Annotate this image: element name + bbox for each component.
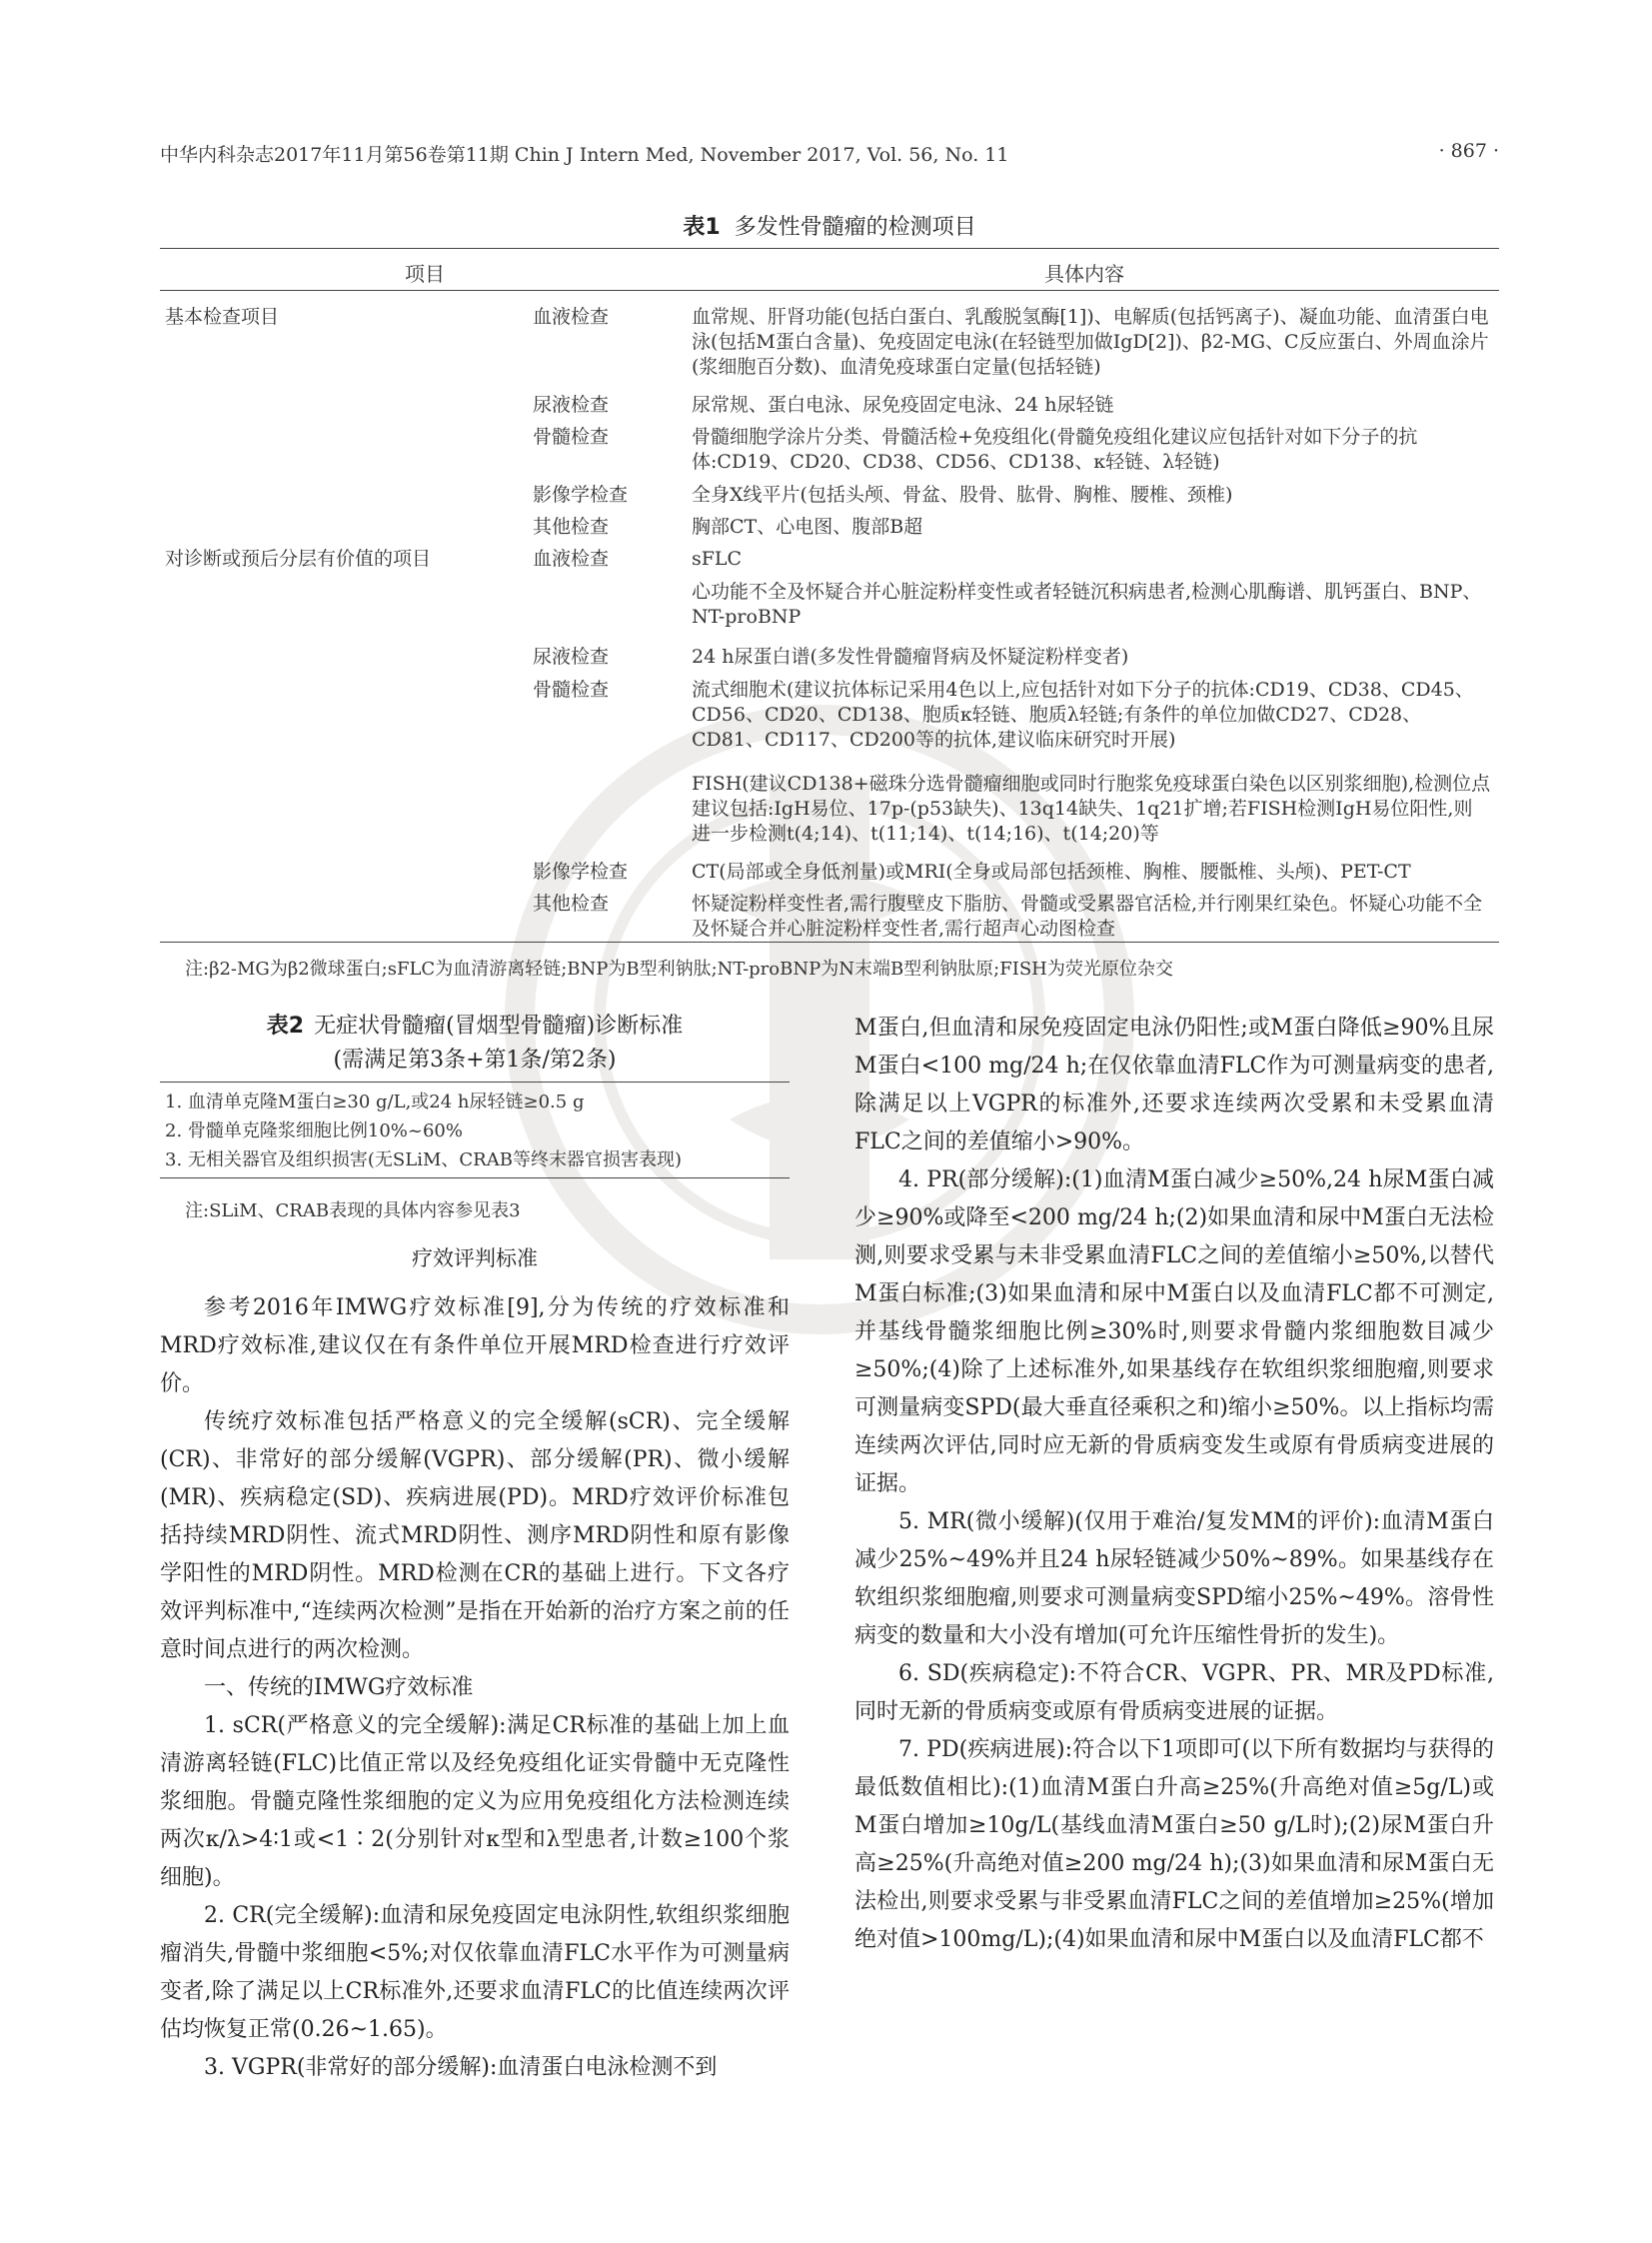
- body-paragraph: 3. VGPR(非常好的部分缓解):血清蛋白电泳检测不到: [204, 2055, 718, 2080]
- table1-content: 24 h尿蛋白谱(多发性骨髓瘤肾病及怀疑淀粉样变者): [692, 646, 1129, 668]
- table1-content: 流式细胞术(建议抗体标记采用4色以上,应包括针对如下分子的抗体:CD19、CD38、CD45、CD56、CD20、CD138、胞质κ轻链、胞质λ轻链;有条件的单位加做CD27、CD28、CD81、CD117、CD200等的抗体,建议临床研究时开展): [692, 679, 1474, 751]
- table2-caption: [160, 1010, 790, 1078]
- table1-category: 基本检查项目: [165, 306, 280, 328]
- table1-content: 尿常规、蛋白电泳、尿免疫固定电泳、24 h尿轻链: [692, 394, 1114, 416]
- table1-content: 怀疑淀粉样变性者,需行腹壁皮下脂肪、骨髓或受累器官活检,并行刚果红染色。怀疑心功能不全及怀疑合并心脏淀粉样变性者,需行超声心动图检查: [692, 893, 1483, 940]
- table1-bottom-rule: [160, 942, 1499, 943]
- table1-subcategory: 血液检查: [533, 306, 610, 328]
- table1-label: 表1: [683, 215, 721, 240]
- body-paragraph: 6. SD(疾病稳定):不符合CR、VGPR、PR、MR及PD标准,同时无新的骨质病变或原有骨质病变进展的证据。: [854, 1661, 1494, 1724]
- table1-subcategory: 其他检查: [533, 516, 610, 538]
- table1-subcategory: 影像学检查: [533, 484, 629, 506]
- table2-row: 3. 无相关器官及组织损害(无SLiM、CRAB等终末器官损害表现): [165, 1149, 682, 1170]
- table1-content: 心功能不全及怀疑合并心脏淀粉样变性或者轻链沉积病患者,检测心肌酶谱、肌钙蛋白、BNP、NT-proBNP: [692, 581, 1482, 628]
- table1-content: 血常规、肝肾功能(包括白蛋白、乳酸脱氢酶[1])、电解质(包括钙离子)、凝血功能、血清蛋白电泳(包括M蛋白含量)、免疫固定电泳(在轻链型加做IgD[2])、β2-MG、C反应蛋白、外周血涂片(浆细胞百分数)、血清免疫球蛋白定量(包括轻链): [692, 306, 1489, 378]
- table1-category: 对诊断或预后分层有价值的项目: [165, 548, 432, 570]
- table2-title: 无症状骨髓瘤(冒烟型骨髓瘤)诊断标准: [314, 1014, 684, 1039]
- section-heading: 疗效评判标准: [412, 1246, 538, 1270]
- body-paragraph: 1. sCR(严格意义的完全缓解):满足CR标准的基础上加上血清游离轻链(FLC)比值正常以及经免疫组化证实骨髓中无克隆性浆细胞。骨髓克隆性浆细胞的定义为应用免疫组化方法检测连续两次κ/λ>4∶1或<1∶2(分别针对κ型和λ型患者,计数≥100个浆细胞)。: [160, 1713, 790, 1890]
- table1-content: 胸部CT、心电图、腹部B超: [692, 516, 923, 538]
- subsection-heading: 一、传统的IMWG疗效标准: [204, 1675, 474, 1700]
- table1-content: sFLC: [692, 548, 743, 570]
- table2-subtitle: (需满足第3条+第1条/第2条): [333, 1048, 617, 1073]
- page-number: · 867 ·: [1438, 140, 1499, 162]
- left-body-column: [160, 1289, 790, 2087]
- table1-subcategory: 影像学检查: [533, 861, 629, 883]
- body-paragraph: 7. PD(疾病进展):符合以下1项即可(以下所有数据均与获得的最低数值相比):(1)血清M蛋白升高≥25%(升高绝对值≥5g/L)或M蛋白增加≥10g/L(基线血清M蛋白≥50 g/L时);(2)尿M蛋白升高≥25%(升高绝对值≥200 mg/24 h);(3)如果血清和尿M蛋白无法检出,则要求受累与非受累血清FLC之间的差值增加≥25%(增加绝对值>100mg/L);(4)如果血清和尿中M蛋白以及血清FLC都不: [854, 1737, 1494, 1952]
- table1-subcategory: 骨髓检查: [533, 426, 610, 448]
- table2-label: 表2: [266, 1014, 305, 1039]
- table1-header-rule: [160, 290, 1499, 291]
- table2-footnote: 注:SLiM、CRAB表现的具体内容参见表3: [185, 1200, 521, 1221]
- running-header: [160, 140, 1499, 167]
- body-paragraph: 5. MR(微小缓解)(仅用于难治/复发MM的评价):血清M蛋白减少25%~49%并且24 h尿轻链减少50%~89%。如果基线存在软组织浆细胞瘤,则要求可测量病变SPD缩小25%~49%。溶骨性病变的数量和大小没有增加(可允许压缩性骨折的发生)。: [854, 1509, 1494, 1648]
- body-paragraph: 传统疗效标准包括严格意义的完全缓解(sCR)、完全缓解(CR)、非常好的部分缓解(VGPR)、部分缓解(PR)、微小缓解(MR)、疾病稳定(SD)、疾病进展(PD)。MRD疗效评价标准包括持续MRD阴性、流式MRD阴性、测序MRD阴性和原有影像学阳性的MRD阴性。MRD检测在CR的基础上进行。下文各疗效评判标准中,“连续两次检测”是指在开始新的治疗方案之前的任意时间点进行的两次检测。: [160, 1409, 790, 1662]
- table2-bottom-rule: [160, 1177, 790, 1178]
- table1-header-content: 具体内容: [1044, 262, 1124, 286]
- table1-subcategory: 骨髓检查: [533, 679, 610, 701]
- table1-content: FISH(建议CD138+磁珠分选骨髓瘤细胞或同时行胞浆免疫球蛋白染色以区别浆细胞),检测位点建议包括:IgH易位、17p-(p53缺失)、13q14缺失、1q21扩增;若FISH检测IgH易位阳性,则进一步检测t(4;14)、t(11;14)、t(14;16)、t(14;20)等: [692, 773, 1491, 845]
- table2-top-rule: [160, 1082, 790, 1083]
- table1-content: CT(局部或全身低剂量)或MRI(全身或局部包括颈椎、胸椎、腰骶椎、头颅)、PET-CT: [692, 861, 1411, 883]
- body-paragraph: 参考2016年IMWG疗效标准[9],分为传统的疗效标准和MRD疗效标准,建议仅在有条件单位开展MRD检查进行疗效评价。: [160, 1295, 790, 1396]
- table1-footnote: 注:β2-MG为β2微球蛋白;sFLC为血清游离轻链;BNP为B型利钠肽;NT-proBNP为N末端B型利钠肽原;FISH为荧光原位杂交: [185, 959, 1173, 980]
- table1-title: 多发性骨髓瘤的检测项目: [734, 215, 976, 240]
- body-paragraph: 2. CR(完全缓解):血清和尿免疫固定电泳阴性,软组织浆细胞瘤消失,骨髓中浆细胞<5%;对仅依靠血清FLC水平作为可测量病变者,除了满足以上CR标准外,还要求血清FLC的比值连续两次评估均恢复正常(0.26~1.65)。: [160, 1903, 790, 2042]
- table1-top-rule: [160, 248, 1499, 249]
- table2-row: 1. 血清单克隆M蛋白≥30 g/L,或24 h尿轻链≥0.5 g: [165, 1092, 585, 1113]
- table1-subcategory: 血液检查: [533, 548, 610, 570]
- table1-subcategory: 其他检查: [533, 893, 610, 915]
- table1-subcategory: 尿液检查: [533, 394, 610, 416]
- body-paragraph: 4. PR(部分缓解):(1)血清M蛋白减少≥50%,24 h尿M蛋白减少≥90%或降至<200 mg/24 h;(2)如果血清和尿中M蛋白无法检测,则要求受累与未非受累血清FLC之间的差值缩小≥50%,以替代M蛋白标准;(3)如果血清和尿中M蛋白以及血清FLC都不可测定,并基线骨髓浆细胞比例≥30%时,则要求骨髓内浆细胞数目减少≥50%;(4)除了上述标准外,如果基线存在软组织浆细胞瘤,则要求可测量病变SPD(最大垂直径乘积之和)缩小≥50%。以上指标均需连续两次评估,同时应无新的骨质病变发生或原有骨质病变进展的证据。: [854, 1167, 1494, 1496]
- body-paragraph: M蛋白,但血清和尿免疫固定电泳仍阳性;或M蛋白降低≥90%且尿M蛋白<100 mg/24 h;在仅依靠血清FLC作为可测量病变的患者,除满足以上VGPR的标准外,还要求连续两次受累和未受累血清FLC之间的差值缩小>90%。: [854, 1016, 1494, 1154]
- table1-content: 全身X线平片(包括头颅、骨盆、股骨、肱骨、胸椎、腰椎、颈椎): [692, 484, 1233, 506]
- table1-subcategory: 尿液检查: [533, 646, 610, 668]
- right-body-column: [854, 1010, 1494, 1959]
- journal-citation: 中华内科杂志2017年11月第56卷第11期 Chin J Intern Med, November 2017, Vol. 56, No. 11: [160, 144, 1009, 166]
- table1-content: 骨髓细胞学涂片分类、骨髓活检+免疫组化(骨髓免疫组化建议应包括针对如下分子的抗体:CD19、CD20、CD38、CD56、CD138、κ轻链、λ轻链): [692, 426, 1418, 473]
- table1-header-item: 项目: [405, 262, 445, 286]
- table2-row: 2. 骨髓单克隆浆细胞比例10%~60%: [165, 1121, 463, 1141]
- table1-caption: [160, 210, 1499, 241]
